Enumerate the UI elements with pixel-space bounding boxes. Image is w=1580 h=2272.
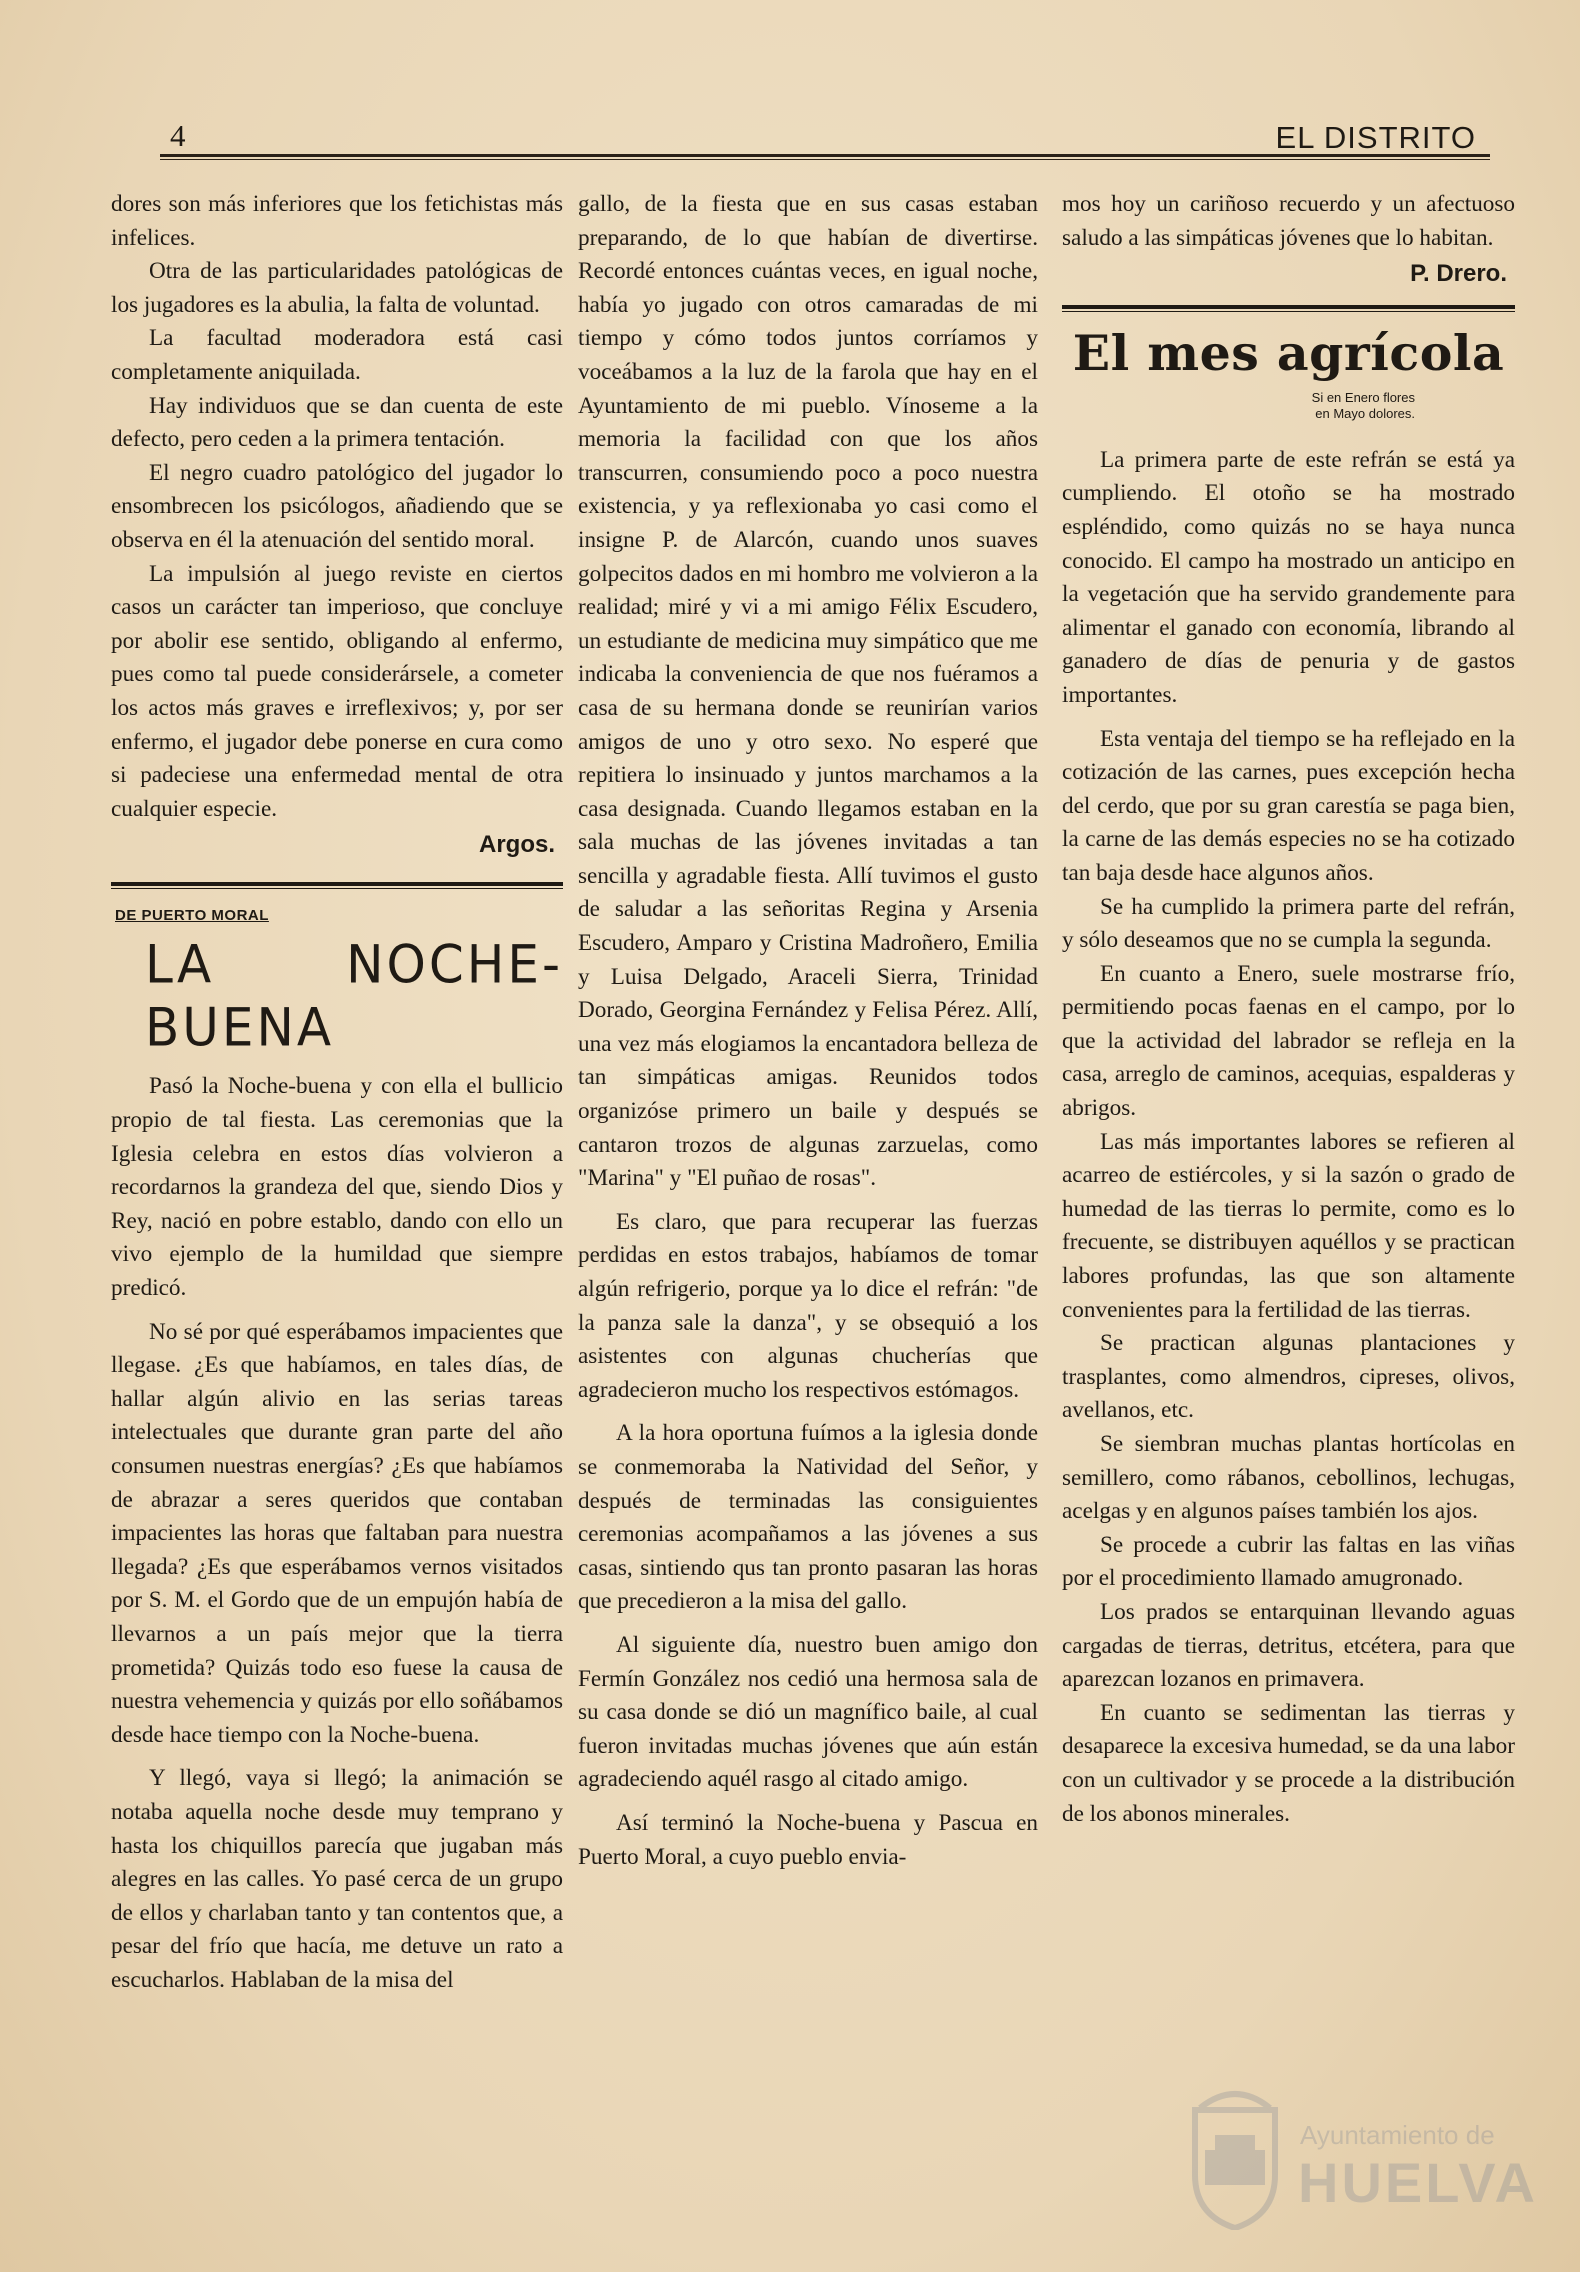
article-paragraph: Se siembran muchas plantas hortícolas en semillero, como rábanos, cebollinos, lechugas, acelgas y en algunos países también los ajos. (1062, 1431, 1515, 1525)
coat-of-arms-icon (1180, 2080, 1290, 2230)
article-paragraph: Es claro, que para recuperar las fuerzas perdidas en estos trabajos, habíamos de tomar algún refrigerio, porque ya lo dice el refrán: "de la panza sale la danza", y se obsequió a los asistentes con algunas chucherías que agradecieron mucho los respectivos estómagos. (578, 1208, 1038, 1403)
newspaper-name: EL DISTRITO (1275, 120, 1476, 155)
article-paragraph: Otra de las particularidades patológicas de los jugadores es la abulia, la falta de voluntad. (111, 258, 563, 318)
article-signature: Argos. (478, 831, 555, 859)
article-paragraph: gallo, de la fiesta que en sus casas estaban preparando, de lo que habían de divertirse. Recordé entonces cuántas veces, en igual noche, había yo jugado con otros camaradas de mi tiempo y cómo todos juntos corríamos y voceábamos a la luz de la farola que hay en el Ayuntamiento de mi pueblo. Vínoseme a la memoria la facilidad con que los años transcurren, consumiendo poco a poco nuestra existencia, y ya reflexionaba yo casi como el insigne P. de Alarcón, cuando unos suaves golpecitos dados en mi hombro me volvieron a la realidad; miré y vi a mi amigo Félix Escudero, un estudiante de medicina muy simpático que me indicaba la conveniencia de que nos fuéramos a casa de su hermana donde se reunirían varios amigos de uno y otro sexo. No esperé que repitiera lo insinuado y juntos marchamos a la casa designada. Cuando llegamos estaban en la sala muchas de las jóvenes invitadas a tan sencilla y agradable fiesta. Allí tuvimos el gusto de saludar a las señoritas Regina y Arsenia Escudero, Amparo y Cristina Madroñero, Emilia y Luisa Delgado, Araceli Sierra, Trinidad Dorado, Georgina Fernández y Felisa Pérez. Allí, una vez más elogiamos la encantadora belleza de tan simpáticas amigas. Reunidos todos organizóse primero un baile y después se cantaron trozos de algunas zarzuelas, como "Marina" y "El puñao de rosas". (578, 191, 1038, 1192)
article-paragraph: Se procede a cubrir las faltas en las viñas por el procedimiento llamado amugronado. (1062, 1531, 1515, 1592)
page-header (160, 118, 1490, 158)
article-paragraph: En cuanto se sedimentan las tierras y desaparece la excesiva humedad, se da una labor con un cultivador y se procede a la distribución de los abonos minerales. (1062, 1699, 1515, 1827)
article-paragraph: mos hoy un cariñoso recuerdo y un afectuoso saludo a las simpáticas jóvenes que lo habitan. (1062, 191, 1515, 251)
article-title: El mes agrícola (1072, 323, 1505, 382)
article-paragraph: La facultad moderadora está casi completamente aniquilada. (111, 325, 563, 385)
article-title: LA NOCHE-BUENA (145, 934, 563, 1059)
page-number: 4 (170, 118, 186, 153)
article-paragraph: Esta ventaja del tiempo se ha reflejado en la cotización de las carnes, pues excepción hecha del cerdo, que por su gran carestía se paga bien, la carne de las demás especies no se ha cotizado tan baja desde hace algunos años. (1062, 725, 1515, 886)
epigraph-line: en Mayo dolores. (1315, 405, 1415, 421)
article-paragraph: La impulsión al juego reviste en ciertos casos un carácter tan imperioso, que concluye por abolir ese sentido, obligando al enfermo, pues como tal puede considerársele, a cometer los actos más graves e irreflexivos; y, por ser enfermo, el jugador debe ponerse en cura como si padeciese una enfermedad mental de otra cualquier especie. (111, 560, 563, 822)
section-divider (1062, 305, 1515, 312)
article-paragraph: dores son más inferiores que los fetichistas más infelices. (111, 191, 563, 251)
section-divider (111, 882, 563, 889)
column-2 (578, 188, 1038, 1874)
article-paragraph: A la hora oportuna fuímos a la iglesia donde se conmemoraba la Natividad del Señor, y después de terminadas las consiguientes ceremonias acompañamos a las jóvenes a sus casas, sintiendo qus tan pronto pasaran las horas que precedieron a la misa del gallo. (578, 1420, 1038, 1615)
watermark-text: Ayuntamiento de (1300, 2120, 1495, 2150)
article-paragraph: Pasó la Noche-buena y con ella el bullicio propio de tal fiesta. Las ceremonias que la Iglesia celebra en estos días volvieron a recordarnos la grandeza del que, siendo Dios y Rey, nació en pobre establo, dando con ello un vivo ejemplo de la humildad que siempre predicó. (111, 1073, 563, 1302)
article-paragraph: No sé por qué esperábamos impacientes que llegase. ¿Es que habíamos, en tales días, de hallar algún alivio en las serias tareas intelectuales que durante gran parte del año consumen nuestras energías? ¿Es que habíamos de abrazar a seres queridos que contaban impacientes las horas que faltaban para nuestra llegada? ¿Es que esperábamos vernos visitados por S. M. el Gordo que de un empujón había de llevarnos a un país mejor que la tierra prometida? Quizás todo eso fuese la causa de nuestra vehemencia y quizás por ello soñábamos desde hace tiempo con la Noche-buena. (111, 1318, 564, 1748)
column-3 (1062, 188, 1515, 1831)
epigraph-line: Si en Enero flores (1311, 389, 1415, 405)
article-paragraph: Así terminó la Noche-buena y Pascua en Puerto Moral, a cuyo pueblo envia- (578, 1809, 1038, 1870)
section-tag: DE PUERTO MORAL (115, 906, 269, 924)
column-1 (111, 188, 563, 1998)
article-paragraph: Se practican algunas plantaciones y trasplantes, como almendros, cipreses, olivos, avellanos, etc. (1062, 1330, 1515, 1424)
article-paragraph: Los prados se entarquinan llevando aguas cargadas de tierras, detritus, etcétera, para que aparezcan lozanos en primavera. (1062, 1598, 1515, 1693)
watermark (1180, 2080, 1538, 2240)
article-paragraph: Y llegó, vaya si llegó; la animación se notaba aquella noche desde muy temprano y hasta los chiquillos parecía que jugaban más alegres en las calles. Yo pasé cerca de un grupo de ellos y charlaban tanto y tan contentos que, a pesar del frío que hacía, me detuve un rato a escucharlos. Hablaban de la misa del (111, 1765, 563, 1993)
article-paragraph: Al siguiente día, nuestro buen amigo don Fermín González nos cedió una hermosa sala de su casa donde se dió un magnífico baile, al cual fueron invitadas muchas jóvenes que aún están agradeciendo aquél rasgo al citado amigo. (578, 1631, 1038, 1793)
article-signature: P. Drero. (1410, 260, 1507, 288)
epigraph (1062, 390, 1415, 422)
header-rule (160, 154, 1490, 160)
article-paragraph: Las más importantes labores se refieren al acarreo de estiércoles, y si la sazón o grado de humedad de las tierras lo permite, como es lo frecuente, se distribuyen aquéllos y se practican labores profundas, las que son altamente convenientes para la fertilidad de las tierras. (1062, 1128, 1515, 1323)
watermark-text: HUELVA (1298, 2151, 1538, 2214)
article-paragraph: En cuanto a Enero, suele mostrarse frío, permitiendo pocas faenas en el campo, por lo que la actividad del labrador se refleja en la casa, arreglo de caminos, acequias, espalderas y abrigos. (1062, 960, 1515, 1122)
article-paragraph: Se ha cumplido la primera parte del refrán, y sólo deseamos que no se cumpla la segunda. (1062, 893, 1515, 954)
article-paragraph: Hay individuos que se dan cuenta de este defecto, pero ceden a la primera tentación. (111, 392, 563, 453)
article-paragraph: El negro cuadro patológico del jugador lo ensombrecen los psicólogos, añadiendo que se observa en él la atenuación del sentido moral. (111, 459, 563, 553)
article-paragraph: La primera parte de este refrán se está ya cumpliendo. El otoño se ha mostrado espléndido, como quizás no se haya nunca conocido. El campo ha mostrado un anticipo en la vegetación que ha servido grandemente para alimentar el ganado con economía, librando al ganadero de días de penuria y de gastos importantes. (1062, 446, 1515, 708)
